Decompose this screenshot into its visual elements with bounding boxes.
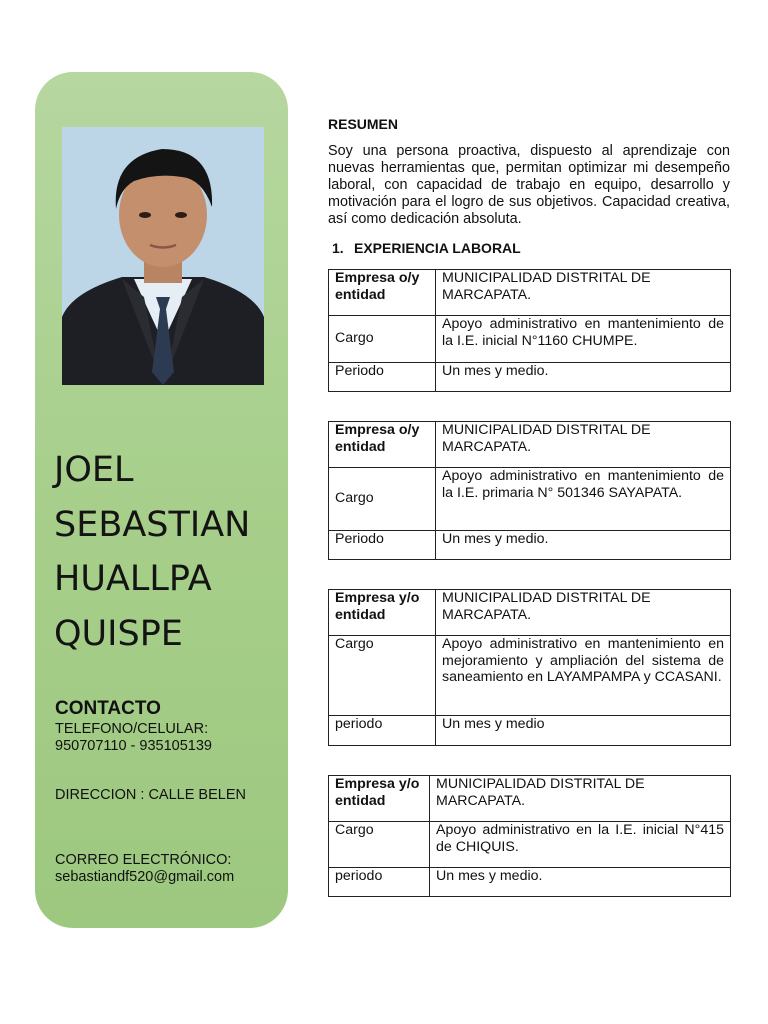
resumen-text: Soy una persona proactiva, dispuesto al aprendizaje con nuevas herramientas que, permitan optimizar mi desempeño laboral, con capacidad de trabajo en equipo, desarrollo y motivación para el logro de sus objetivos. Capacidad creativa, así como dedicación absoluta. bbox=[328, 143, 730, 227]
role-label: Cargo bbox=[329, 316, 436, 363]
company-label: Empresa o/y entidad bbox=[329, 422, 436, 468]
role-value: Apoyo administrativo en mantenimiento de la I.E. inicial N°1160 CHUMPE. bbox=[436, 316, 731, 363]
role-value: Apoyo administrativo en mantenimiento en mejoramiento y ampliación del sistema de saneamiento en LAYAMPAMPA y CCASANI. bbox=[436, 636, 731, 716]
email-label: CORREO ELECTRÓNICO: bbox=[55, 852, 232, 868]
period-value: Un mes y medio. bbox=[436, 531, 731, 560]
address-text: DIRECCION : CALLE BELEN bbox=[55, 787, 246, 803]
phone-value: 950707110 - 935105139 bbox=[55, 738, 212, 754]
period-value: Un mes y medio. bbox=[436, 363, 731, 392]
company-label: Empresa o/y entidad bbox=[329, 270, 436, 316]
role-label: Cargo bbox=[329, 822, 430, 868]
company-value: MUNICIPALIDAD DISTRITAL DE MARCAPATA. bbox=[436, 270, 731, 316]
role-value: Apoyo administrativo en la I.E. inicial N°415 de CHIQUIS. bbox=[430, 822, 731, 868]
company-value: MUNICIPALIDAD DISTRITAL DE MARCAPATA. bbox=[436, 590, 731, 636]
name-line: QUISPE bbox=[54, 613, 183, 654]
profile-photo bbox=[62, 127, 264, 385]
period-label: Periodo bbox=[329, 531, 436, 560]
job-table bbox=[328, 421, 731, 560]
job-table bbox=[328, 775, 731, 897]
company-value: MUNICIPALIDAD DISTRITAL DE MARCAPATA. bbox=[436, 422, 731, 468]
company-label: Empresa y/o entidad bbox=[329, 776, 430, 822]
job-table bbox=[328, 589, 731, 746]
name-line: HUALLPA bbox=[54, 559, 212, 599]
experience-number: 1. bbox=[332, 240, 344, 256]
name-line: SEBASTIAN bbox=[54, 504, 251, 545]
email-value: sebastiandf520@gmail.com bbox=[55, 869, 235, 885]
company-value: MUNICIPALIDAD DISTRITAL DE MARCAPATA. bbox=[430, 776, 731, 822]
period-value: Un mes y medio bbox=[436, 716, 731, 746]
resumen-heading: RESUMEN bbox=[328, 116, 399, 132]
job-table bbox=[328, 269, 731, 392]
contact-heading: CONTACTO bbox=[55, 698, 161, 719]
period-label: periodo bbox=[329, 716, 436, 746]
candidate-name bbox=[54, 443, 284, 661]
name-line: JOEL bbox=[54, 450, 134, 490]
phone-label: TELEFONO/CELULAR: bbox=[55, 721, 209, 737]
company-label: Empresa y/o entidad bbox=[329, 590, 436, 636]
experience-heading bbox=[332, 240, 521, 256]
period-value: Un mes y medio. bbox=[430, 868, 731, 897]
experience-title: EXPERIENCIA LABORAL bbox=[354, 240, 521, 256]
period-label: periodo bbox=[329, 868, 430, 897]
role-value: Apoyo administrativo en mantenimiento de la I.E. primaria N° 501346 SAYAPATA. bbox=[436, 468, 731, 531]
person-silhouette-icon bbox=[62, 127, 264, 385]
period-label: Periodo bbox=[329, 363, 436, 392]
role-label: Cargo bbox=[329, 636, 436, 716]
role-label: Cargo bbox=[329, 468, 436, 531]
